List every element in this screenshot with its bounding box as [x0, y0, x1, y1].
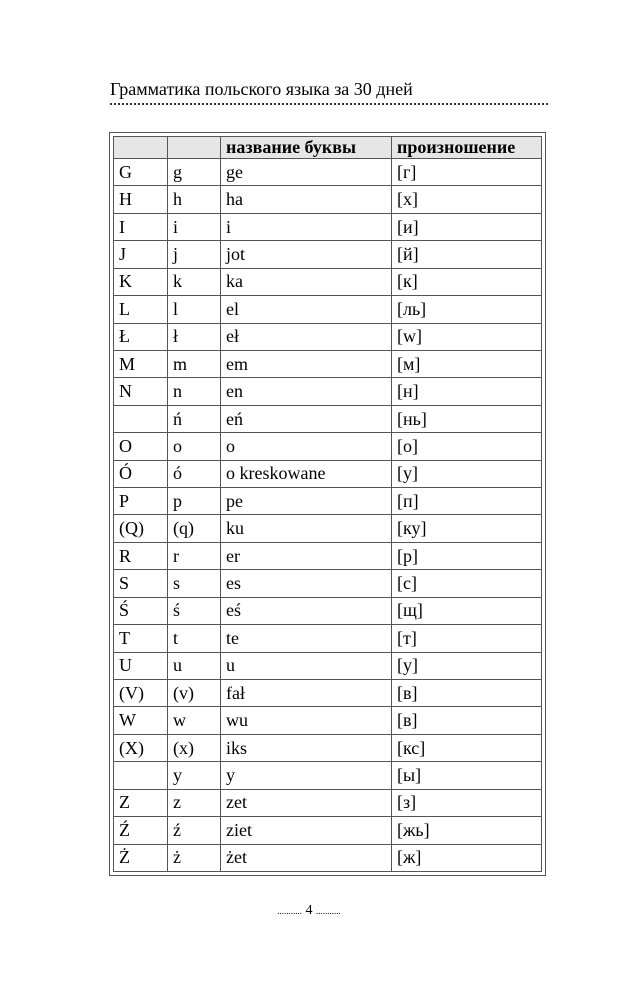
cell-uppercase [113, 762, 168, 789]
cell-pronunciation: [м] [392, 351, 542, 378]
cell-uppercase: T [113, 625, 168, 652]
cell-letter-name: ka [221, 269, 392, 296]
footer-leader-left: ........... [277, 906, 302, 916]
cell-lowercase: z [168, 790, 221, 817]
cell-letter-name: wu [221, 707, 392, 734]
cell-lowercase: l [168, 296, 221, 323]
cell-lowercase: (q) [168, 515, 221, 542]
footer-leader-right: ........... [316, 906, 341, 916]
header-letter-name: название буквы [221, 136, 392, 159]
table-row [113, 570, 542, 597]
table-row [113, 598, 542, 625]
cell-pronunciation: [г] [392, 159, 542, 186]
table-row [113, 214, 542, 241]
table-row [113, 406, 542, 433]
cell-letter-name: eł [221, 324, 392, 351]
cell-uppercase: M [113, 351, 168, 378]
cell-uppercase: G [113, 159, 168, 186]
cell-lowercase: (v) [168, 680, 221, 707]
table-row [113, 433, 542, 460]
cell-lowercase: ż [168, 845, 221, 872]
table-row [113, 515, 542, 542]
cell-uppercase: Ź [113, 817, 168, 844]
table-row [113, 653, 542, 680]
table-row [113, 461, 542, 488]
table-row [113, 817, 542, 844]
table-row [113, 241, 542, 268]
cell-lowercase: k [168, 269, 221, 296]
header-dotted-rule [110, 103, 548, 105]
cell-letter-name: jot [221, 241, 392, 268]
cell-lowercase: j [168, 241, 221, 268]
header-pronunciation: произношение [392, 136, 542, 159]
cell-uppercase: K [113, 269, 168, 296]
cell-letter-name: er [221, 543, 392, 570]
cell-letter-name: żet [221, 845, 392, 872]
cell-pronunciation: [х] [392, 186, 542, 213]
cell-letter-name: iks [221, 735, 392, 762]
cell-letter-name: pe [221, 488, 392, 515]
cell-pronunciation: [ы] [392, 762, 542, 789]
cell-lowercase: o [168, 433, 221, 460]
cell-uppercase: L [113, 296, 168, 323]
cell-lowercase: i [168, 214, 221, 241]
cell-letter-name: ge [221, 159, 392, 186]
cell-pronunciation: [й] [392, 241, 542, 268]
cell-pronunciation: [у] [392, 461, 542, 488]
cell-pronunciation: [з] [392, 790, 542, 817]
cell-uppercase: (V) [113, 680, 168, 707]
cell-pronunciation: [кс] [392, 735, 542, 762]
cell-letter-name: zet [221, 790, 392, 817]
cell-letter-name: o kreskowane [221, 461, 392, 488]
cell-uppercase: Ś [113, 598, 168, 625]
cell-uppercase: Z [113, 790, 168, 817]
cell-lowercase: p [168, 488, 221, 515]
alphabet-table-frame [109, 132, 546, 876]
cell-pronunciation: [в] [392, 680, 542, 707]
cell-pronunciation: [о] [392, 433, 542, 460]
cell-letter-name: fał [221, 680, 392, 707]
cell-uppercase: (X) [113, 735, 168, 762]
cell-pronunciation: [ль] [392, 296, 542, 323]
cell-letter-name: u [221, 653, 392, 680]
table-row [113, 269, 542, 296]
cell-letter-name: ziet [221, 817, 392, 844]
table-row [113, 324, 542, 351]
cell-uppercase: P [113, 488, 168, 515]
cell-lowercase: u [168, 653, 221, 680]
cell-lowercase: m [168, 351, 221, 378]
cell-lowercase: t [168, 625, 221, 652]
cell-letter-name: y [221, 762, 392, 789]
cell-pronunciation: [в] [392, 707, 542, 734]
cell-letter-name: eś [221, 598, 392, 625]
cell-uppercase: (Q) [113, 515, 168, 542]
table-header-row [113, 136, 542, 159]
cell-letter-name: em [221, 351, 392, 378]
cell-pronunciation: [т] [392, 625, 542, 652]
cell-lowercase: n [168, 378, 221, 405]
table-row [113, 351, 542, 378]
table-row [113, 543, 542, 570]
cell-letter-name: te [221, 625, 392, 652]
cell-uppercase: R [113, 543, 168, 570]
cell-lowercase: h [168, 186, 221, 213]
cell-pronunciation: [н] [392, 378, 542, 405]
cell-lowercase: s [168, 570, 221, 597]
cell-lowercase: (x) [168, 735, 221, 762]
cell-letter-name: en [221, 378, 392, 405]
cell-uppercase: I [113, 214, 168, 241]
cell-pronunciation: [п] [392, 488, 542, 515]
cell-letter-name: ha [221, 186, 392, 213]
cell-uppercase: S [113, 570, 168, 597]
cell-pronunciation: [с] [392, 570, 542, 597]
table-row [113, 186, 542, 213]
table-row [113, 762, 542, 789]
cell-uppercase: Ó [113, 461, 168, 488]
cell-pronunciation: [ж] [392, 845, 542, 872]
cell-uppercase: W [113, 707, 168, 734]
cell-pronunciation: [нь] [392, 406, 542, 433]
cell-lowercase: y [168, 762, 221, 789]
cell-uppercase: Ż [113, 845, 168, 872]
table-row [113, 296, 542, 323]
cell-lowercase: ł [168, 324, 221, 351]
table-row [113, 159, 542, 186]
cell-uppercase: J [113, 241, 168, 268]
cell-pronunciation: [щ] [392, 598, 542, 625]
cell-lowercase: ś [168, 598, 221, 625]
page-footer [0, 902, 618, 920]
cell-letter-name: es [221, 570, 392, 597]
cell-pronunciation: [жь] [392, 817, 542, 844]
header-lowercase [168, 136, 221, 159]
cell-uppercase: O [113, 433, 168, 460]
table-row [113, 707, 542, 734]
cell-uppercase: Ł [113, 324, 168, 351]
cell-uppercase: N [113, 378, 168, 405]
table-row [113, 378, 542, 405]
table-row [113, 680, 542, 707]
cell-pronunciation: [к] [392, 269, 542, 296]
running-header: Грамматика польского языка за 30 дней [110, 79, 413, 99]
table-row [113, 845, 542, 872]
table-row [113, 625, 542, 652]
cell-letter-name: eń [221, 406, 392, 433]
cell-pronunciation: [w] [392, 324, 542, 351]
cell-uppercase: U [113, 653, 168, 680]
cell-letter-name: o [221, 433, 392, 460]
cell-letter-name: ku [221, 515, 392, 542]
page-number: 4 [305, 903, 313, 919]
cell-lowercase: g [168, 159, 221, 186]
cell-uppercase: H [113, 186, 168, 213]
cell-lowercase: r [168, 543, 221, 570]
cell-lowercase: ń [168, 406, 221, 433]
cell-pronunciation: [и] [392, 214, 542, 241]
cell-letter-name: el [221, 296, 392, 323]
cell-lowercase: ź [168, 817, 221, 844]
cell-pronunciation: [р] [392, 543, 542, 570]
cell-lowercase: ó [168, 461, 221, 488]
table-row [113, 488, 542, 515]
table-row [113, 735, 542, 762]
cell-uppercase [113, 406, 168, 433]
header-uppercase [113, 136, 168, 159]
cell-pronunciation: [ку] [392, 515, 542, 542]
table-row [113, 790, 542, 817]
alphabet-table [113, 136, 542, 872]
cell-lowercase: w [168, 707, 221, 734]
cell-letter-name: i [221, 214, 392, 241]
cell-pronunciation: [у] [392, 653, 542, 680]
